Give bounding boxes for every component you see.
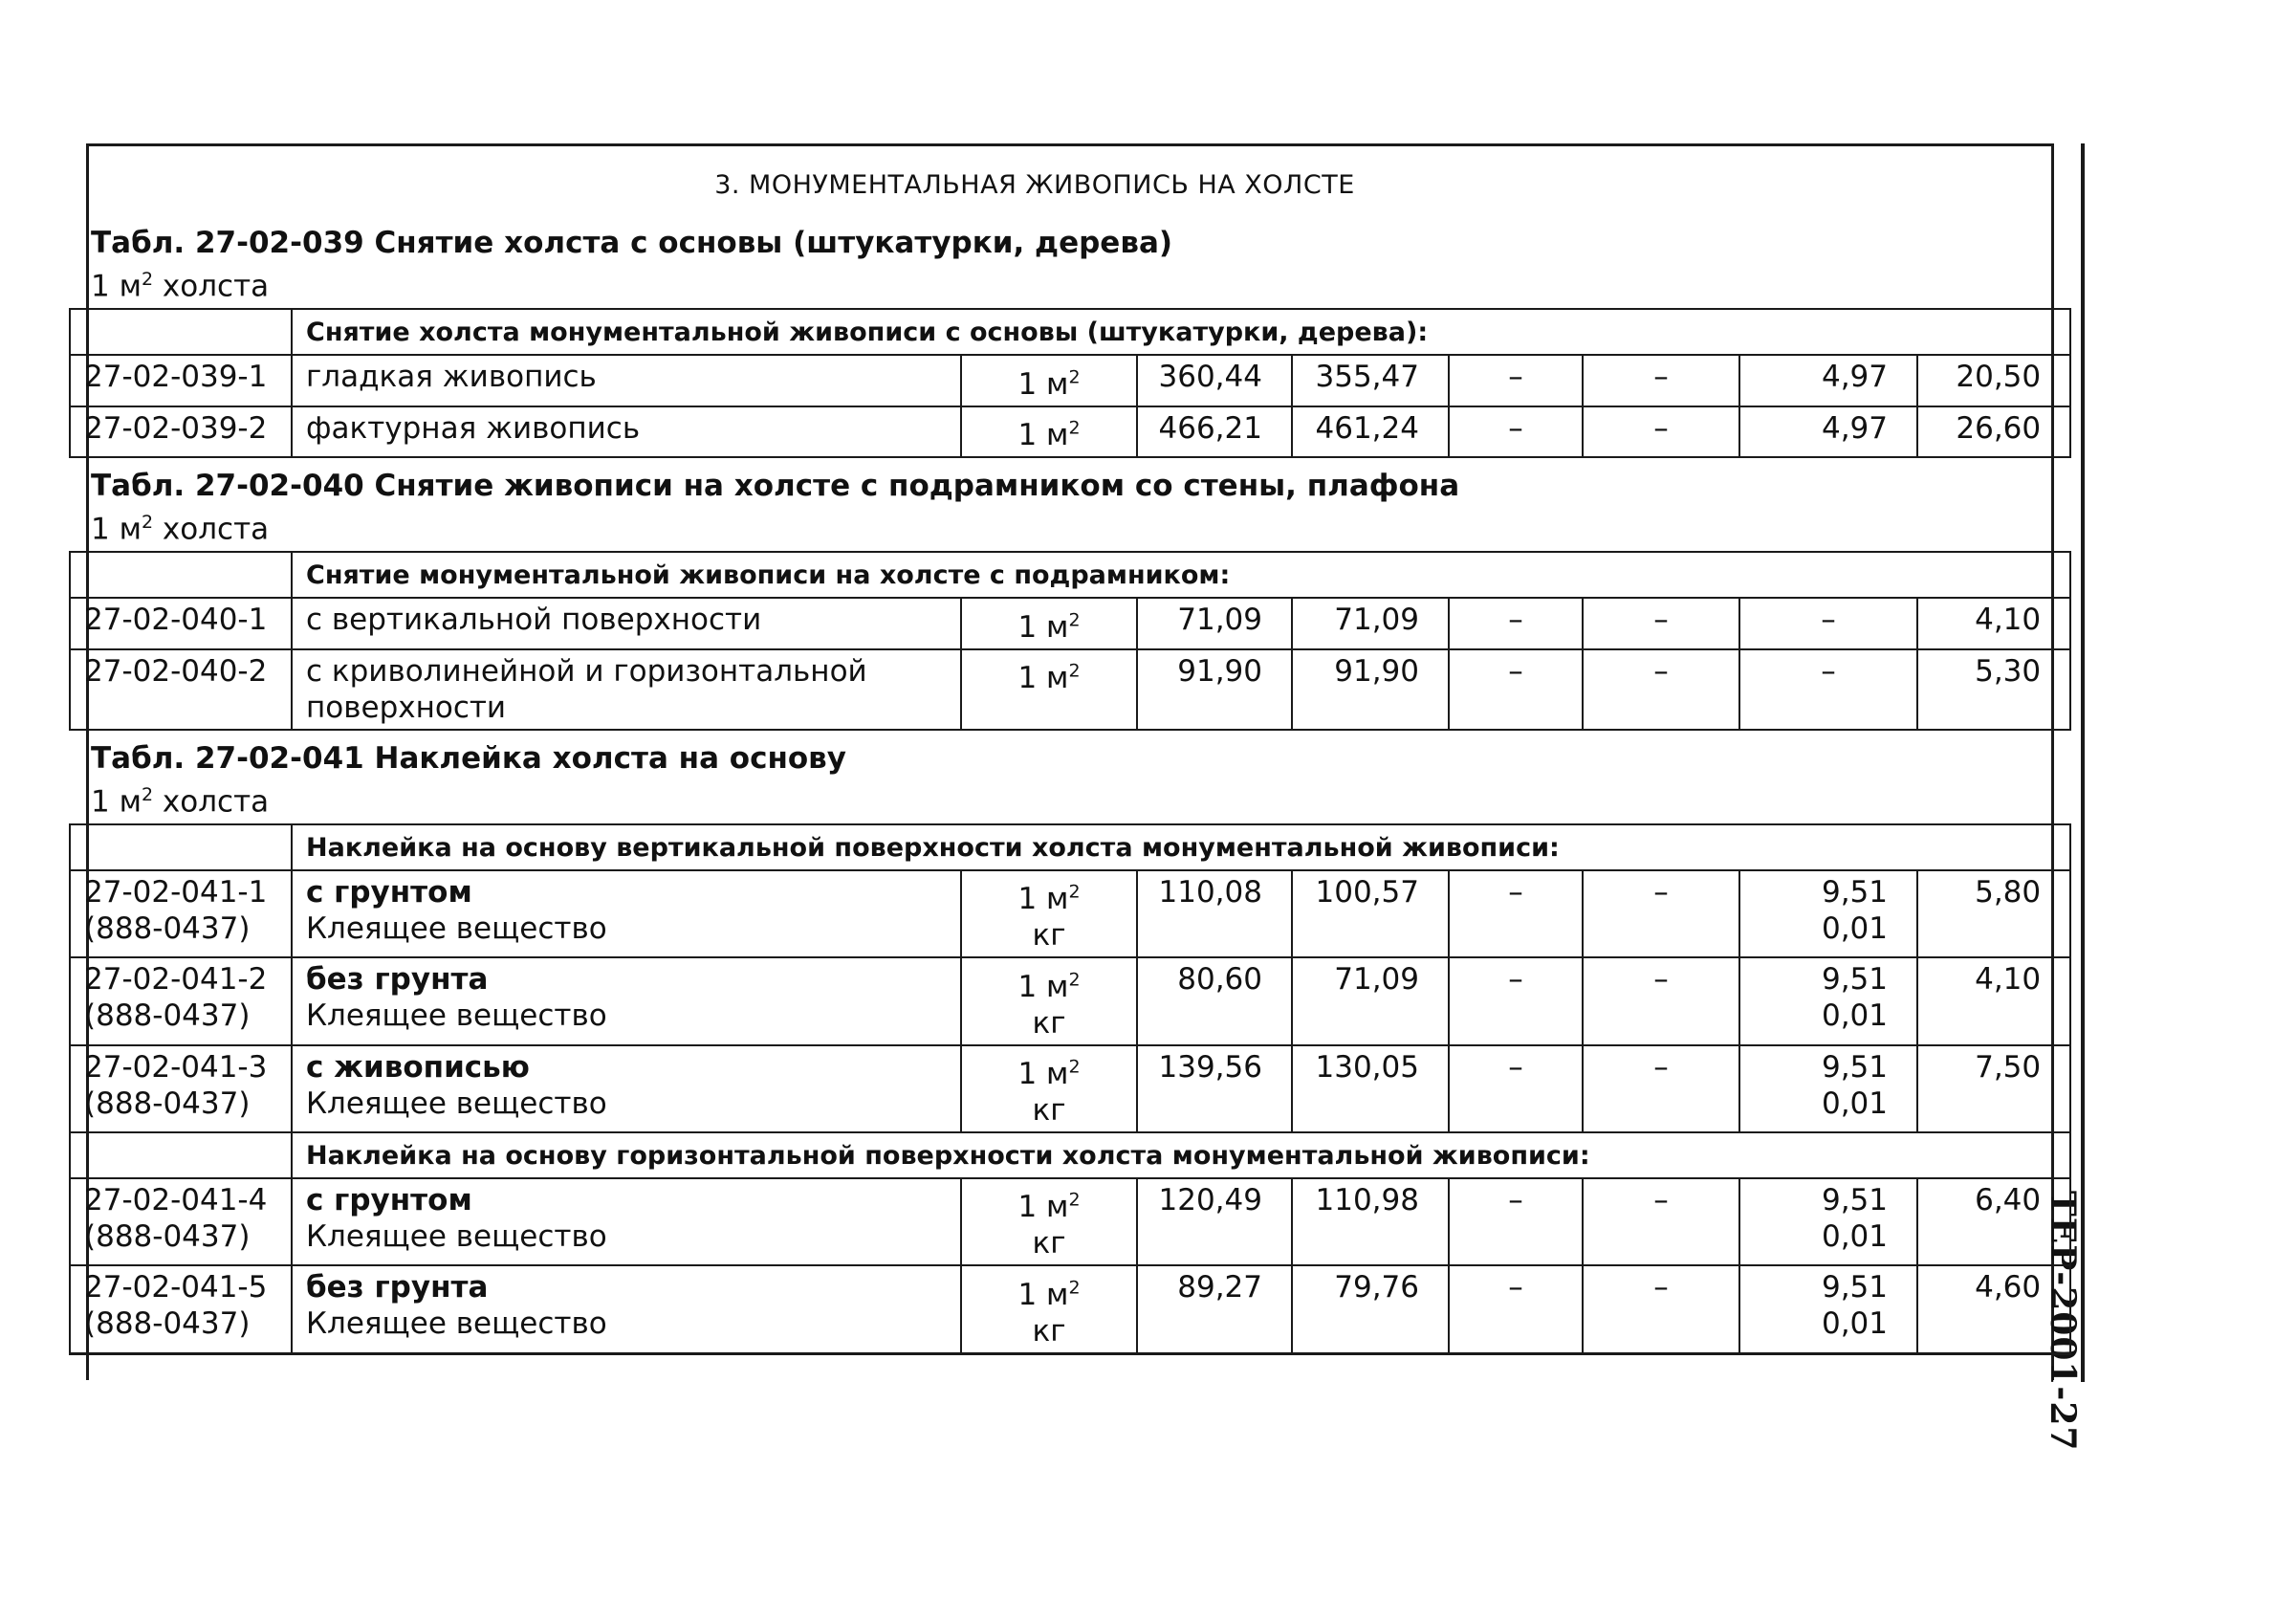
value-3: – [1508, 603, 1523, 638]
value-cell-3 [1449, 870, 1583, 957]
name-cell [292, 1178, 961, 1265]
table-row [70, 598, 2070, 648]
unit-prefix: 1 м [91, 269, 142, 304]
row-name: без грунта [306, 962, 489, 998]
code-cell [70, 1045, 292, 1132]
resource-code: (888-0437) [84, 998, 251, 1034]
row-unit-sup: 2 [1068, 609, 1081, 631]
table-row [70, 406, 2070, 457]
value-5: 9,51 [1821, 1182, 1888, 1217]
value-cell-1 [1137, 598, 1292, 648]
value-1: 89,27 [1177, 1270, 1262, 1305]
resource-code: (888-0437) [84, 1086, 251, 1121]
row-unit [1017, 367, 1080, 402]
group-heading-row [70, 552, 2070, 598]
rates-table [69, 215, 2071, 1355]
value-3: – [1508, 962, 1523, 998]
value-3: – [1508, 874, 1523, 910]
row-name: с живописью [306, 1049, 530, 1085]
value-cell-6 [1917, 870, 2070, 957]
value-cell-1 [1137, 1045, 1292, 1132]
unit-sup: 2 [141, 511, 154, 533]
value-2: 71,09 [1334, 603, 1419, 638]
code-cell [70, 1178, 292, 1265]
value-3: – [1508, 653, 1523, 689]
unit-suffix: холста [153, 512, 270, 547]
value-3: – [1508, 1049, 1523, 1085]
name-cell [292, 598, 961, 648]
table-row [70, 1265, 2070, 1353]
unit-prefix: 1 м [91, 512, 142, 547]
value-6: 7,50 [1975, 1049, 2042, 1085]
resource-unit: кг [1032, 1313, 1066, 1349]
group-heading-text: Снятие монументальной живописи на холсте с подрамником: [306, 560, 1231, 591]
value-6: 4,10 [1975, 603, 2042, 638]
resource-code: (888-0437) [84, 1306, 251, 1342]
row-code: 27-02-041-4 [84, 1182, 268, 1217]
row-unit-base: 1 м [1017, 1056, 1069, 1091]
row-unit-base: 1 м [1017, 882, 1069, 917]
value-cell-3 [1449, 355, 1583, 406]
row-unit [1017, 610, 1080, 645]
row-code: 27-02-041-2 [84, 962, 268, 998]
table-row [70, 649, 2070, 730]
value-cell-3 [1449, 649, 1583, 730]
value-cell-3 [1449, 1265, 1583, 1353]
group-heading-row [70, 309, 2070, 355]
value-cell-6 [1917, 598, 2070, 648]
value-6: 20,50 [1956, 360, 2042, 395]
row-unit [1017, 1057, 1080, 1091]
row-unit-sup: 2 [1068, 1189, 1081, 1211]
code-cell [70, 957, 292, 1044]
row-unit-sup: 2 [1068, 417, 1081, 439]
value-1: 71,09 [1177, 603, 1262, 638]
table-title-row [70, 457, 2070, 552]
unit-cell [961, 870, 1137, 957]
value-6: 5,80 [1975, 874, 2042, 910]
empty-code-cell [70, 1132, 292, 1178]
resource-name: Клеящее вещество [306, 1086, 607, 1121]
value-cell-2 [1292, 1265, 1449, 1353]
value-4: – [1653, 653, 1669, 689]
row-unit-base: 1 м [1017, 366, 1069, 402]
value-cell-4 [1583, 355, 1739, 406]
row-code: 27-02-040-2 [84, 653, 268, 689]
value-5: – [1821, 653, 1836, 689]
value-4: – [1653, 360, 1669, 395]
unit-sup: 2 [141, 783, 154, 805]
resource-name: Клеящее вещество [306, 1218, 607, 1254]
row-name: без грунта [306, 1270, 489, 1305]
empty-code-cell [70, 552, 292, 598]
row-name: фактурная живопись [306, 410, 641, 446]
row-unit-base: 1 м [1017, 1277, 1069, 1312]
empty-code-cell [70, 309, 292, 355]
group-heading [292, 552, 2070, 598]
value-cell-6 [1917, 1178, 2070, 1265]
row-code: 27-02-041-3 [84, 1049, 268, 1085]
table-row [70, 1045, 2070, 1132]
table-row [70, 957, 2070, 1044]
value-6: 5,30 [1975, 653, 2042, 689]
value-cell-2 [1292, 598, 1449, 648]
value-5b: 0,01 [1821, 1306, 1888, 1342]
value-5: 9,51 0,01 [1821, 1049, 1888, 1121]
value-1: 139,56 [1158, 1049, 1262, 1085]
row-unit-sup: 2 [1068, 1277, 1081, 1299]
value-4: – [1653, 962, 1669, 998]
resource-code: (888-0437) [84, 910, 251, 946]
row-unit-sup: 2 [1068, 881, 1081, 903]
value-cell-3 [1449, 598, 1583, 648]
value-cell-4 [1583, 406, 1739, 457]
value-cell-6 [1917, 355, 2070, 406]
value-cell-5 [1739, 957, 1917, 1044]
value-5: 9,51 [1821, 1270, 1888, 1305]
group-heading-text: Наклейка на основу вертикальной поверхности холста монументальной живописи: [306, 832, 1560, 863]
value-2: 71,09 [1334, 962, 1419, 998]
code-cell [70, 1265, 292, 1353]
value-4: – [1653, 874, 1669, 910]
name-cell [292, 870, 961, 957]
value-cell-4 [1583, 598, 1739, 648]
value-cell-2 [1292, 957, 1449, 1044]
value-2: 79,76 [1334, 1270, 1419, 1305]
row-unit [1017, 882, 1080, 916]
table-title: Табл. 27-02-040 Снятие живописи на холсте с подрамником со стены, плафона [91, 468, 1460, 503]
value-2: 461,24 [1315, 410, 1419, 446]
resource-unit: кг [1032, 1005, 1066, 1041]
value-4: – [1653, 1049, 1669, 1085]
value-cell-5 [1739, 870, 1917, 957]
value-3: – [1508, 360, 1523, 395]
value-cell-6 [1917, 1045, 2070, 1132]
value-1: 360,44 [1158, 360, 1262, 395]
row-name: с криволинейной и горизонтальной поверхности [306, 653, 867, 725]
section-title: 3. МОНУМЕНТАЛЬНАЯ ЖИВОПИСЬ НА ХОЛСТЕ [714, 170, 1355, 200]
table-unit [91, 504, 2057, 547]
value-2: 130,05 [1315, 1049, 1419, 1085]
table-title-row [70, 730, 2070, 824]
value-cell-6 [1917, 1265, 2070, 1353]
value-cell-1 [1137, 355, 1292, 406]
name-cell [292, 957, 961, 1044]
unit-suffix: холста [153, 269, 270, 304]
row-unit-base: 1 м [1017, 969, 1069, 1004]
code-cell [70, 406, 292, 457]
value-cell-5 [1739, 598, 1917, 648]
code-cell [70, 649, 292, 730]
value-cell-1 [1137, 870, 1292, 957]
row-code: 27-02-041-1 [84, 874, 268, 910]
value-cell-2 [1292, 649, 1449, 730]
unit-cell [961, 598, 1137, 648]
value-cell-1 [1137, 1178, 1292, 1265]
value-cell-4 [1583, 1178, 1739, 1265]
value-cell-5 [1739, 1178, 1917, 1265]
row-name: с грунтом [306, 874, 472, 910]
row-code: 27-02-040-1 [84, 603, 268, 638]
value-2: 355,47 [1315, 360, 1419, 395]
value-2: 100,57 [1315, 874, 1419, 910]
value-6: 6,40 [1975, 1182, 2042, 1217]
row-unit-sup: 2 [1068, 969, 1081, 991]
row-unit [1017, 1190, 1080, 1224]
value-cell-5 [1739, 406, 1917, 457]
value-cell-4 [1583, 649, 1739, 730]
value-cell-5 [1739, 649, 1917, 730]
value-4: – [1653, 1270, 1669, 1305]
empty-code-cell [70, 824, 292, 870]
value-cell-3 [1449, 1178, 1583, 1265]
unit-cell [961, 355, 1137, 406]
unit-cell [961, 1265, 1137, 1353]
value-5: 9,51 0,01 [1821, 874, 1888, 946]
value-cell-1 [1137, 1265, 1292, 1353]
table-unit [91, 777, 2057, 820]
unit-cell [961, 1178, 1137, 1265]
value-4: – [1653, 603, 1669, 638]
value-cell-1 [1137, 649, 1292, 730]
value-cell-4 [1583, 1265, 1739, 1353]
group-heading-row [70, 1132, 2070, 1178]
code-cell [70, 355, 292, 406]
value-cell-6 [1917, 649, 2070, 730]
row-unit-base: 1 м [1017, 417, 1069, 452]
group-heading-row [70, 824, 2070, 870]
row-unit [1017, 1278, 1080, 1312]
table-row [70, 870, 2070, 957]
value-cell-6 [1917, 957, 2070, 1044]
resource-unit: кг [1032, 918, 1066, 954]
value-cell-4 [1583, 1045, 1739, 1132]
group-heading [292, 824, 2070, 870]
row-unit-base: 1 м [1017, 660, 1069, 695]
value-cell-3 [1449, 957, 1583, 1044]
unit-cell [961, 406, 1137, 457]
unit-prefix: 1 м [91, 783, 142, 819]
document-code: ТЕР-2001-27 [2043, 1191, 2083, 1452]
value-3: – [1508, 410, 1523, 446]
value-1: 120,49 [1158, 1182, 1262, 1217]
group-heading-text: Снятие холста монументальной живописи с основы (штукатурки, дерева): [306, 318, 1429, 348]
value-4: – [1653, 1182, 1669, 1217]
value-cell-1 [1137, 957, 1292, 1044]
resource-name: Клеящее вещество [306, 1306, 607, 1342]
value-5b: 0,01 [1821, 1218, 1888, 1254]
row-code: 27-02-039-2 [84, 410, 268, 446]
value-2: 91,90 [1334, 653, 1419, 689]
value-5: 9,51 0,01 [1821, 962, 1888, 1034]
table-unit [91, 261, 2057, 304]
name-cell [292, 355, 961, 406]
row-code: 27-02-039-1 [84, 360, 268, 395]
value-6: 4,10 [1975, 962, 2042, 998]
value-cell-2 [1292, 355, 1449, 406]
value-6: 4,60 [1975, 1270, 2042, 1305]
value-4: – [1653, 410, 1669, 446]
unit-cell [961, 649, 1137, 730]
row-unit-sup: 2 [1068, 1056, 1081, 1078]
name-cell [292, 649, 961, 730]
row-unit-sup: 2 [1068, 660, 1081, 682]
row-unit [1017, 661, 1080, 695]
value-1: 466,21 [1158, 410, 1262, 446]
group-heading [292, 309, 2070, 355]
value-cell-2 [1292, 870, 1449, 957]
group-heading-text: Наклейка на основу горизонтальной поверхности холста монументальной живописи: [306, 1140, 1590, 1171]
resource-unit: кг [1032, 1092, 1066, 1128]
table-row [70, 355, 2070, 406]
value-1: 80,60 [1177, 962, 1262, 998]
row-unit-base: 1 м [1017, 1190, 1069, 1225]
value-cell-2 [1292, 1178, 1449, 1265]
table-title: Табл. 27-02-041 Наклейка холста на основу [91, 740, 847, 776]
value-cell-4 [1583, 870, 1739, 957]
value-cell-3 [1449, 406, 1583, 457]
unit-suffix: холста [153, 783, 270, 819]
row-unit-sup: 2 [1068, 366, 1081, 388]
row-code: 27-02-041-5 [84, 1270, 268, 1305]
value-5: 4,97 [1821, 360, 1888, 395]
row-name: с вертикальной поверхности [306, 603, 762, 638]
value-cell-2 [1292, 406, 1449, 457]
resource-unit: кг [1032, 1226, 1066, 1261]
value-1: 91,90 [1177, 653, 1262, 689]
row-unit-base: 1 м [1017, 609, 1069, 645]
value-5: 4,97 [1821, 410, 1888, 446]
value-3: – [1508, 1270, 1523, 1305]
table-row [70, 1178, 2070, 1265]
resource-code: (888-0437) [84, 1218, 251, 1254]
unit-cell [961, 1045, 1137, 1132]
value-2: 110,98 [1315, 1182, 1419, 1217]
name-cell [292, 406, 961, 457]
value-cell-5 [1739, 1045, 1917, 1132]
value-5: – [1821, 603, 1836, 638]
value-cell-1 [1137, 406, 1292, 457]
name-cell [292, 1265, 961, 1353]
value-cell-5 [1739, 355, 1917, 406]
value-cell-5 [1739, 1265, 1917, 1353]
row-name: гладкая живопись [306, 360, 597, 395]
row-unit [1017, 970, 1080, 1004]
value-cell-6 [1917, 406, 2070, 457]
value-1: 110,08 [1158, 874, 1262, 910]
value-3: – [1508, 1182, 1523, 1217]
resource-name: Клеящее вещество [306, 910, 607, 946]
value-6: 26,60 [1956, 410, 2042, 446]
value-cell-4 [1583, 957, 1739, 1044]
unit-cell [961, 957, 1137, 1044]
row-name: с грунтом [306, 1182, 472, 1217]
table-title-row [70, 215, 2070, 309]
table-title: Табл. 27-02-039 Снятие холста с основы (штукатурки, дерева) [91, 226, 1173, 260]
code-cell [70, 870, 292, 957]
group-heading [292, 1132, 2070, 1178]
value-cell-2 [1292, 1045, 1449, 1132]
row-unit [1017, 418, 1080, 452]
name-cell [292, 1045, 961, 1132]
code-cell [70, 598, 292, 648]
value-cell-3 [1449, 1045, 1583, 1132]
unit-sup: 2 [141, 269, 154, 290]
resource-name: Клеящее вещество [306, 998, 607, 1034]
